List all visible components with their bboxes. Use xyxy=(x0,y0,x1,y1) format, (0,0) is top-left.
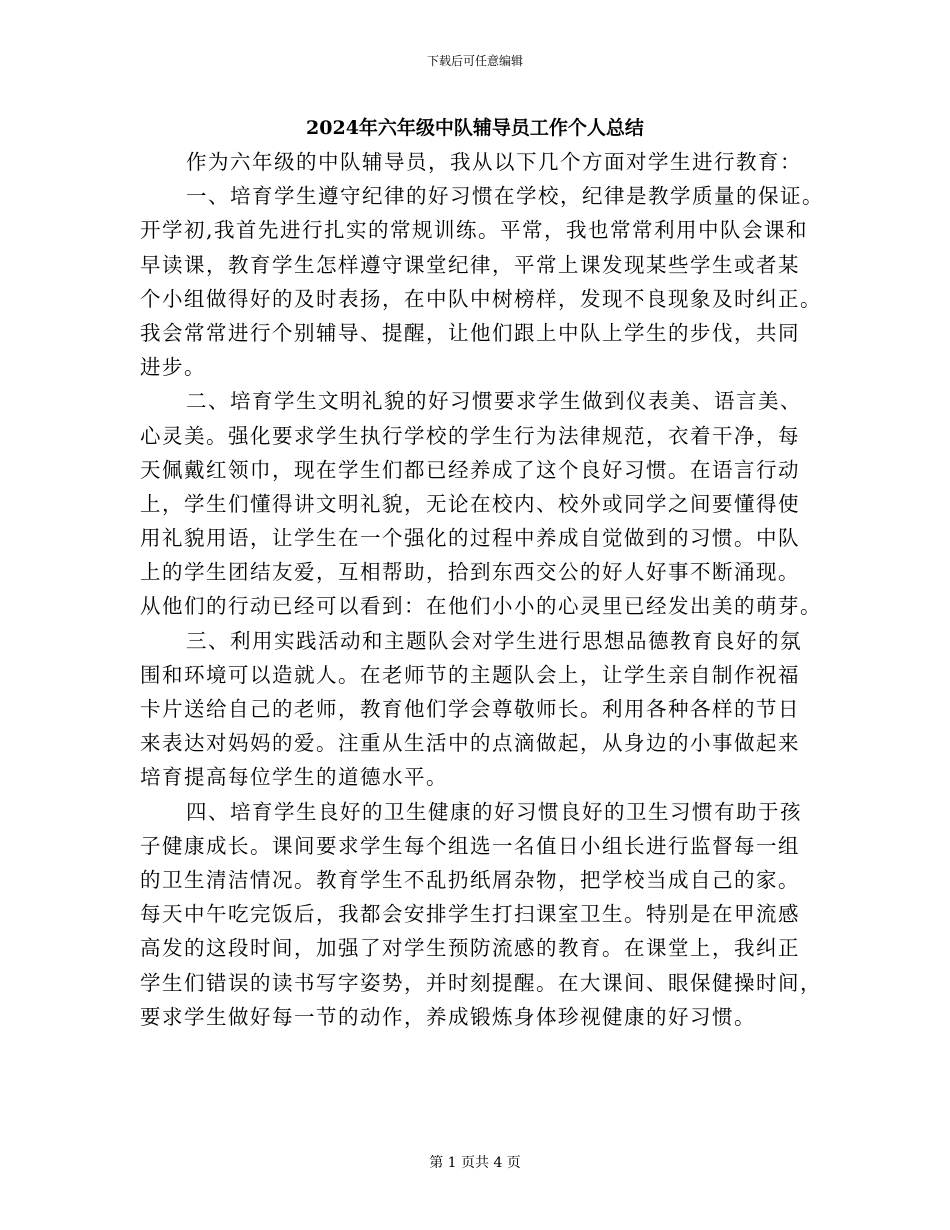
body-text-line: 一、培育学生遵守纪律的好习惯在学校，纪律是教学质量的保证。 xyxy=(186,184,824,209)
body-text-line: 开学初,我首先进行扎实的常规训练。平常，我也常常利用中队会课和 xyxy=(140,218,809,243)
page-footer-number: 第 1 页共 4 页 xyxy=(429,1155,521,1171)
body-text-line: 要求学生做好每一节的动作，养成锻炼身体珍视健康的好习惯。 xyxy=(140,1004,756,1029)
body-text-line: 卡片送给自己的老师，教育他们学会尊敬师长。利用各种各样的节日 xyxy=(140,697,800,721)
body-text-line: 培育提高每位学生的道德水平。 xyxy=(140,765,448,790)
page-header-note: 下载后可任意编辑 xyxy=(426,54,523,68)
body-text-line: 进步。 xyxy=(140,355,206,380)
body-text-line: 每天中午吃完饭后，我都会安排学生打扫课室卫生。特别是在甲流感 xyxy=(140,902,800,927)
body-text-line: 高发的这段时间，加强了对学生预防流感的教育。在课堂上，我纠正 xyxy=(140,936,800,961)
document-title: 2024年六年级中队辅导员工作个人总结 xyxy=(306,117,644,139)
body-text-line: 心灵美。强化要求学生执行学校的学生行为法律规范，衣着干净，每 xyxy=(140,423,800,448)
body-text-line: 上的学生团结友爱，互相帮助，拾到东西交公的好人好事不断涌现。 xyxy=(140,560,800,585)
body-text-line: 的卫生清洁情况。教育学生不乱扔纸屑杂物，把学校当成自己的家。 xyxy=(140,867,800,892)
body-text-line: 作为六年级的中队辅导员，我从以下几个方面对学生进行教育： xyxy=(186,150,802,174)
body-text-line: 二、培育学生文明礼貌的好习惯要求学生做到仪表美、语言美、 xyxy=(186,389,802,414)
body-text-line: 从他们的行动已经可以看到：在他们小小的心灵里已经发出美的萌芽。 xyxy=(140,594,822,619)
document-body xyxy=(140,145,824,1034)
body-text-line: 三、利用实践活动和主题队会对学生进行思想品德教育良好的氛 xyxy=(186,628,802,653)
body-text-line: 围和环境可以造就人。在老师节的主题队会上，让学生亲自制作祝福 xyxy=(140,662,800,687)
body-text-line: 上，学生们懂得讲文明礼貌，无论在校内、校外或同学之间要懂得使 xyxy=(140,491,800,516)
body-text-line: 用礼貌用语，让学生在一个强化的过程中养成自觉做到的习惯。中队 xyxy=(140,526,800,551)
body-text-line: 个小组做得好的及时表扬，在中队中树榜样，发现不良现象及时纠正。 xyxy=(140,286,822,311)
body-text-line: 来表达对妈妈的爱。注重从生活中的点滴做起，从身边的小事做起来 xyxy=(140,731,800,756)
body-text-line: 我会常常进行个别辅导、提醒，让他们跟上中队上学生的步伐，共同 xyxy=(140,320,800,345)
body-text-line: 天佩戴红领巾，现在学生们都已经养成了这个良好习惯。在语言行动 xyxy=(140,457,800,482)
body-text-line: 四、培育学生良好的卫生健康的好习惯良好的卫生习惯有助于孩 xyxy=(186,799,802,824)
body-text-line: 子健康成长。课间要求学生每个组选一名值日小组长进行监督每一组 xyxy=(140,833,800,858)
body-text-line: 早读课，教育学生怎样遵守课堂纪律，平常上课发现某些学生或者某 xyxy=(140,252,800,277)
body-text-line: 学生们错误的读书写字姿势，并时刻提醒。在大课间、眼保健操时间， xyxy=(140,970,822,995)
